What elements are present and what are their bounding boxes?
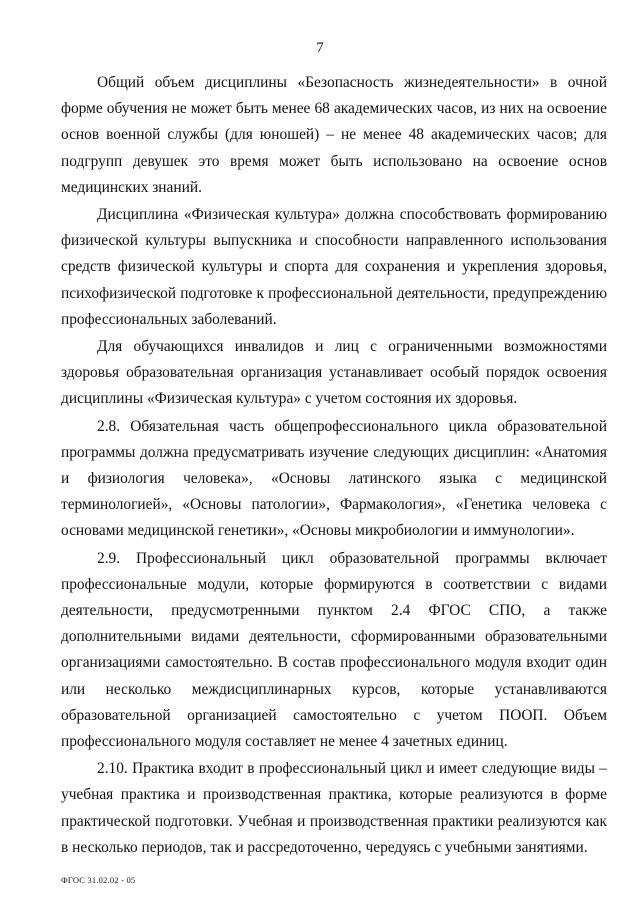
- page-number: 7: [316, 40, 324, 56]
- paragraph-disabled-students: Для обучающихся инвалидов и лиц с ограниченными возможностями здоровья образовательная организация устанавливает особый порядок освоения дисциплины «Физическая культура» с учетом состояния их здоровья.: [61, 338, 607, 408]
- paragraph-physical-culture: Дисциплина «Физическая культура» должна способствовать формированию физической культуры выпускника и способности направленного использования средств физической культуры и спорта для сохранения и укрепления здоровья, психофизической подготовке к профессиональной деятельности, предупреждению профессиональных заболеваний.: [61, 206, 607, 328]
- paragraph-2-8: 2.8. Обязательная часть общепрофессионального цикла образовательной программы должна предусматривать изучение следующих дисциплин: «Анатомия и физиология человека», «Основы латинского языка с медицинской терминологией», «Основы патологии», Фармакология», «Генетика человека с основами медицинской генетики», «Основы микробиологии и иммунологии».: [61, 417, 607, 540]
- paragraph-2-9: 2.9. Профессиональный цикл образовательной программы включает профессиональные модули, которые формируются в соответствии с видами деятельности, предусмотренными пунктом 2.4 ФГОС СПО, а также дополнительными видами деятельности, сформированными образовательными организациями самостоятельно. В состав профессионального модуля входит один или несколько междисциплинарных курсов, которые устанавливаются образовательной организацией самостоятельно с учетом ПООП. Объем профессионального модуля составляет не менее 4 зачетных единиц.: [61, 549, 607, 751]
- footer-document-code: ФГОС 31.02.02 - 05: [61, 875, 136, 885]
- paragraph-life-safety: Общий объем дисциплины «Безопасность жизнедеятельности» в очной форме обучения не может быть менее 68 академических часов, из них на освоение основ военной службы (для юношей) – не менее 48 академических часов; для подгрупп девушек это время может быть использовано на освоение основ медицинских знаний.: [61, 74, 607, 196]
- paragraph-2-10: 2.10. Практика входит в профессиональный цикл и имеет следующие виды – учебная практика и производственная практика, которые реализуются в форме практической подготовки. Учебная и производственная практики реализуются как в несколько периодов, так и рассредоточенно, чередуясь с учебными занятиями.: [61, 760, 607, 856]
- document-body: [61, 70, 607, 861]
